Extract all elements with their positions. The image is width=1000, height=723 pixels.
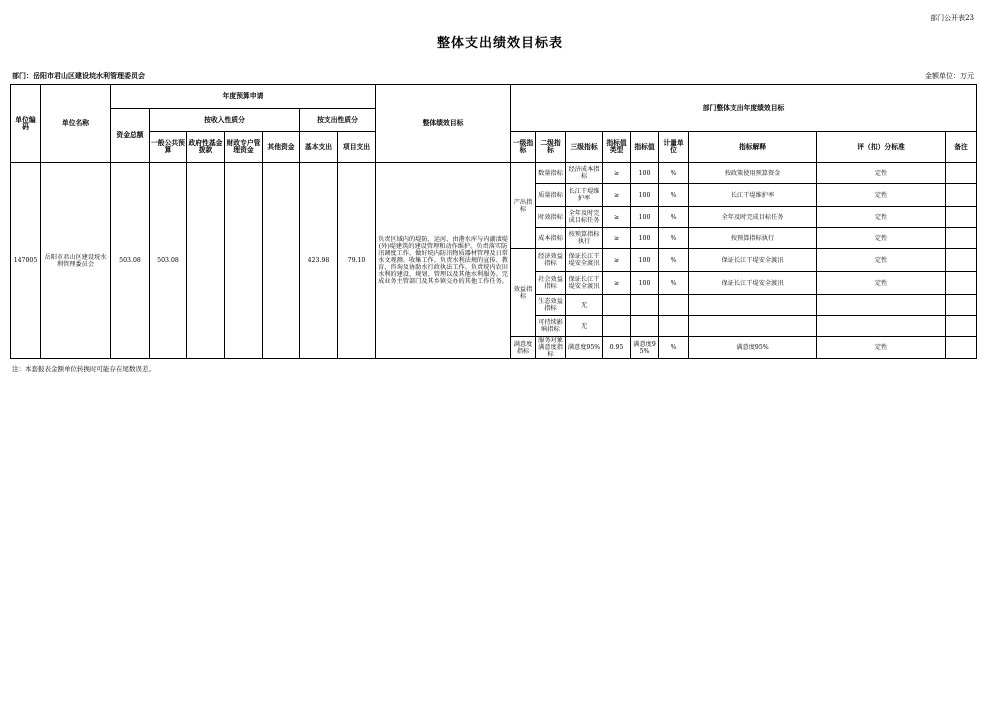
cell-l3: 全年及时完成目标任务 [566, 207, 603, 228]
cell-value [631, 316, 659, 337]
col-unit-name: 单位名称 [41, 85, 111, 163]
cell-explain: 保证长江干堤安全渡汛 [689, 272, 817, 295]
col-remark: 备注 [946, 132, 977, 163]
cell-remark [946, 337, 977, 359]
cell-unit: % [659, 337, 689, 359]
cell-unit-code: 147005 [11, 163, 41, 359]
cell-explain: 全年及时完成目标任务 [689, 207, 817, 228]
cell-unit: % [659, 207, 689, 228]
cell-explain: 按政策使用预算资金 [689, 163, 817, 184]
page-title: 整体支出绩效目标表 [436, 36, 563, 51]
cell-remark [946, 272, 977, 295]
cell-score: 定性 [817, 337, 946, 359]
col-overall-goal: 整体绩效目标 [376, 85, 511, 163]
cell-unit-name: 岳阳市君山区建设垸水利管理委员会 [41, 163, 111, 359]
cell-type [603, 295, 631, 316]
cell-value: 100 [631, 249, 659, 272]
col-project-expense: 项目支出 [338, 132, 376, 163]
cell-l2: 数量指标 [536, 163, 566, 184]
cell-l2: 质量指标 [536, 184, 566, 207]
cell-remark [946, 295, 977, 316]
col-value-type: 指标值类型 [603, 132, 631, 163]
col-value: 指标值 [631, 132, 659, 163]
cell-value: 100 [631, 163, 659, 184]
cell-unit: % [659, 272, 689, 295]
cell-l2: 时效指标 [536, 207, 566, 228]
performance-goal-table [10, 84, 977, 359]
cell-score: 定性 [817, 184, 946, 207]
col-gov-fund: 政府性基金拨款 [187, 132, 225, 163]
cell-score: 定性 [817, 249, 946, 272]
cell-l2: 成本指标 [536, 228, 566, 249]
col-general-budget: 一般公共预算 [150, 132, 187, 163]
amount-unit-label: 金额单位：万元 [925, 72, 974, 80]
cell-project: 79.10 [338, 163, 376, 359]
cell-explain [689, 295, 817, 316]
cell-type [603, 316, 631, 337]
cell-l2: 生态效益指标 [536, 295, 566, 316]
cell-value: 100 [631, 228, 659, 249]
cell-l3: 经济成本指标 [566, 163, 603, 184]
cell-unit: % [659, 249, 689, 272]
cell-type: ≥ [603, 184, 631, 207]
cell-satisfaction-indicator: 满意度指标 [511, 337, 536, 359]
table-row [11, 163, 977, 184]
cell-l3: 长江干堤维护率 [566, 184, 603, 207]
cell-l2: 服务对象满意度指标 [536, 337, 566, 359]
cell-value: 满意度95% [631, 337, 659, 359]
cell-type: ≥ [603, 207, 631, 228]
cell-output-indicator: 产出指标 [511, 163, 536, 249]
col-other-funds: 其他资金 [263, 132, 300, 163]
cell-l2: 经济效益指标 [536, 249, 566, 272]
report-number: 部门公开表23 [930, 14, 974, 22]
cell-unit: % [659, 163, 689, 184]
cell-other [263, 163, 300, 359]
cell-fiscal-special [225, 163, 263, 359]
cell-score [817, 316, 946, 337]
cell-explain: 满意度95% [689, 337, 817, 359]
cell-value: 100 [631, 272, 659, 295]
cell-l2: 可持续影响指标 [536, 316, 566, 337]
cell-remark [946, 207, 977, 228]
cell-unit [659, 295, 689, 316]
cell-gov-fund [187, 163, 225, 359]
cell-explain: 长江干堤维护率 [689, 184, 817, 207]
col-by-expense: 按支出性质分 [300, 109, 376, 132]
cell-value [631, 295, 659, 316]
cell-remark [946, 249, 977, 272]
col-lvl2: 二级指标 [536, 132, 566, 163]
cell-benefit-indicator: 效益指标 [511, 249, 536, 337]
col-dept-goal: 部门整体支出年度绩效目标 [511, 85, 977, 132]
cell-type: ≥ [603, 249, 631, 272]
col-by-income: 按收入性质分 [150, 109, 300, 132]
col-annual-budget: 年度预算申请 [111, 85, 376, 109]
cell-remark [946, 316, 977, 337]
col-unit-code: 单位编码 [11, 85, 41, 163]
cell-general: 503.08 [150, 163, 187, 359]
cell-unit: % [659, 184, 689, 207]
cell-l3: 按预算指标执行 [566, 228, 603, 249]
cell-explain [689, 316, 817, 337]
col-lvl3: 三级指标 [566, 132, 603, 163]
cell-score: 定性 [817, 272, 946, 295]
cell-remark [946, 163, 977, 184]
cell-score: 定性 [817, 228, 946, 249]
cell-score: 定性 [817, 207, 946, 228]
cell-l2: 社会效益指标 [536, 272, 566, 295]
col-explanation: 指标解释 [689, 132, 817, 163]
department-label: 部门：岳阳市君山区建设垸水利管理委员会 [12, 71, 145, 80]
col-fiscal-special: 财政专户管理资金 [225, 132, 263, 163]
cell-explain: 按预算指标执行 [689, 228, 817, 249]
cell-unit [659, 316, 689, 337]
cell-type: ≥ [603, 272, 631, 295]
cell-remark [946, 228, 977, 249]
cell-l3: 保证长江干堤安全渡汛 [566, 272, 603, 295]
col-total-funds: 资金总额 [111, 109, 150, 163]
cell-goal-text: 负责区域内的堤防、运河、由港水库与内湖渍堤(外)堤建筑的建设管理和动作维护。负责落实防汛调度工作，做好垸内防汛物质器材管理及日常水文观测、收集工作。负责水利法规的宣传、教育、咨询及协助水行政执法工作。负责垸内农田水利的建设、规划、管理以及其他水利服务。完成业务主管部门及其乡镇交办的其他工作任务。 [376, 163, 511, 359]
cell-l3: 无 [566, 316, 603, 337]
cell-total: 503.08 [111, 163, 150, 359]
cell-remark [946, 184, 977, 207]
col-basic-expense: 基本支出 [300, 132, 338, 163]
cell-l3: 无 [566, 295, 603, 316]
cell-type: ≥ [603, 163, 631, 184]
cell-score [817, 295, 946, 316]
cell-l3: 满意度95% [566, 337, 603, 359]
col-measure-unit: 计量单位 [659, 132, 689, 163]
footnote: 注：本套报表金额单位转换时可能存在尾数误差。 [12, 365, 155, 373]
col-lvl1: 一级指标 [511, 132, 536, 163]
col-scoring: 评（扣）分标准 [817, 132, 946, 163]
cell-value: 100 [631, 207, 659, 228]
cell-basic: 423.98 [300, 163, 338, 359]
cell-value: 100 [631, 184, 659, 207]
cell-score: 定性 [817, 163, 946, 184]
cell-l3: 保证长江干堤安全渡汛 [566, 249, 603, 272]
cell-type: ≥ [603, 228, 631, 249]
cell-type: 0.95 [603, 337, 631, 359]
cell-explain: 保证长江干堤安全渡汛 [689, 249, 817, 272]
cell-unit: % [659, 228, 689, 249]
